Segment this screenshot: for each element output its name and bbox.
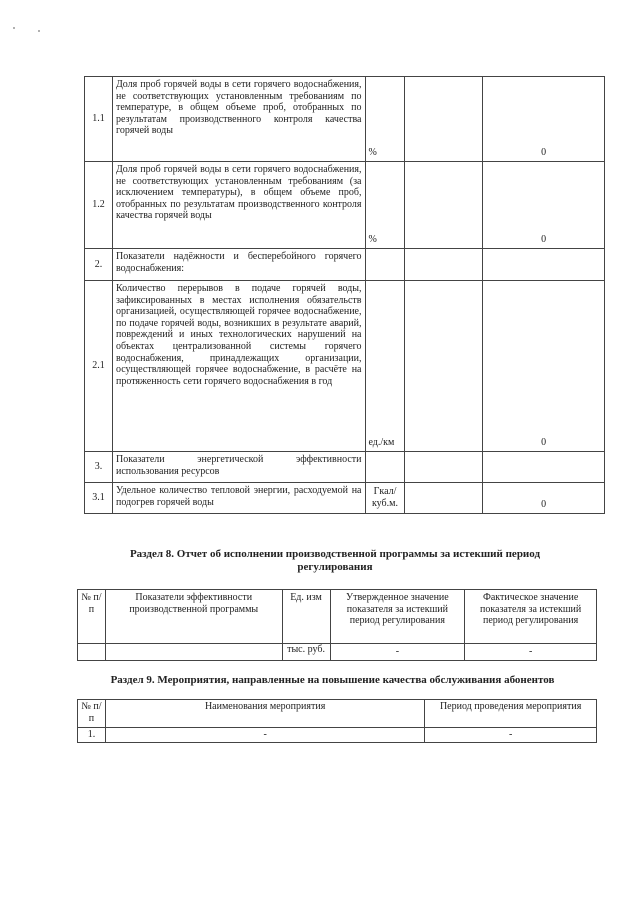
table-row: [85, 281, 605, 452]
indicator-value: 0: [483, 77, 605, 162]
table-row: [78, 644, 597, 661]
indicator-unit: %: [365, 162, 405, 249]
indicator-unit: тыс. руб.: [282, 644, 330, 661]
indicator-text: Показатели энергетической эффективности использования ресурсов: [112, 452, 365, 483]
section-8-table: [77, 589, 597, 661]
col-header-approved: Утвержденное значение показателя за истекший период регулирования: [330, 590, 465, 644]
indicator-text: Удельное количество тепловой энергии, расходуемой на подогрев горячей воды: [112, 483, 365, 514]
indicator-unit: Гкал/ куб.м.: [365, 483, 405, 514]
indicator-text: Показатели надёжности и бесперебойного горячего водоснабжения:: [112, 249, 365, 281]
table-header-row: [78, 590, 597, 644]
empty-cell: [405, 249, 483, 281]
indicator-value: 0: [483, 483, 605, 514]
indicator-name: [105, 644, 282, 661]
event-name: -: [105, 728, 424, 743]
scan-speck: [13, 27, 15, 29]
section-8-title: Раздел 8. Отчет об исполнении производственной программы за истекший период регулирования: [129, 548, 541, 573]
indicator-value: [483, 249, 605, 281]
indicator-text: Доля проб горячей воды в сети горячего водоснабжения, не соответствующих установленным требованиям (за исключением температуры), в общем объеме проб, отобранных по результатам производственного контроля качества горячей воды: [112, 162, 365, 249]
approved-value: -: [330, 644, 465, 661]
table-header-row: [78, 700, 597, 728]
col-header-num: № п/п: [78, 700, 106, 728]
indicator-value: 0: [483, 281, 605, 452]
scan-speck: [38, 30, 40, 32]
section-9-title: Раздел 9. Мероприятия, направленные на повышение качества обслуживания абонентов: [110, 674, 555, 686]
col-header-num: № п/п: [78, 590, 106, 644]
actual-value: -: [465, 644, 597, 661]
col-header-unit: Ед. изм: [282, 590, 330, 644]
indicator-value: 0: [483, 162, 605, 249]
indicator-value: [483, 452, 605, 483]
indicator-unit: [365, 249, 405, 281]
table-row: [85, 483, 605, 514]
row-number: 2.: [85, 249, 113, 281]
col-header-name: Наименования мероприятия: [105, 700, 424, 728]
row-number: 1.2: [85, 162, 113, 249]
row-number: [78, 644, 106, 661]
indicators-table: [84, 76, 605, 514]
col-header-period: Период проведения мероприятия: [425, 700, 597, 728]
indicator-unit: ед./км: [365, 281, 405, 452]
table-row: [85, 249, 605, 281]
table-row: [85, 77, 605, 162]
empty-cell: [405, 452, 483, 483]
col-header-actual: Фактическое значение показателя за истекший период регулирования: [465, 590, 597, 644]
empty-cell: [405, 77, 483, 162]
event-period: -: [425, 728, 597, 743]
empty-cell: [405, 483, 483, 514]
indicator-text: Количество перерывов в подаче горячей воды, зафиксированных в местах исполнения обязательств организацией, осуществляющей горячее водоснабжение, по подаче горячей воды, возникших в результате аварий, повреждений и иных технологических нарушений на объектах централизованной системы горячего водоснабжения, принадлежащих организации, осуществляющей горячее водоснабжение, в расчёте на протяженность сети горячего водоснабжения в год: [112, 281, 365, 452]
col-header-indicators: Показатели эффективности производственной программы: [105, 590, 282, 644]
table-row: [85, 162, 605, 249]
indicator-text: Доля проб горячей воды в сети горячего водоснабжения, не соответствующих установленным требованиям по температуре, в общем объеме проб, отобранных по результатам производственного контроля качества горячей воды: [112, 77, 365, 162]
row-number: 2.1: [85, 281, 113, 452]
table-row: [85, 452, 605, 483]
row-number: 3.1: [85, 483, 113, 514]
table-row: [78, 728, 597, 743]
indicator-unit: [365, 452, 405, 483]
empty-cell: [405, 281, 483, 452]
row-number: 3.: [85, 452, 113, 483]
section-9-table: [77, 699, 597, 743]
indicator-unit: %: [365, 77, 405, 162]
empty-cell: [405, 162, 483, 249]
row-number: 1.: [78, 728, 106, 743]
row-number: 1.1: [85, 77, 113, 162]
